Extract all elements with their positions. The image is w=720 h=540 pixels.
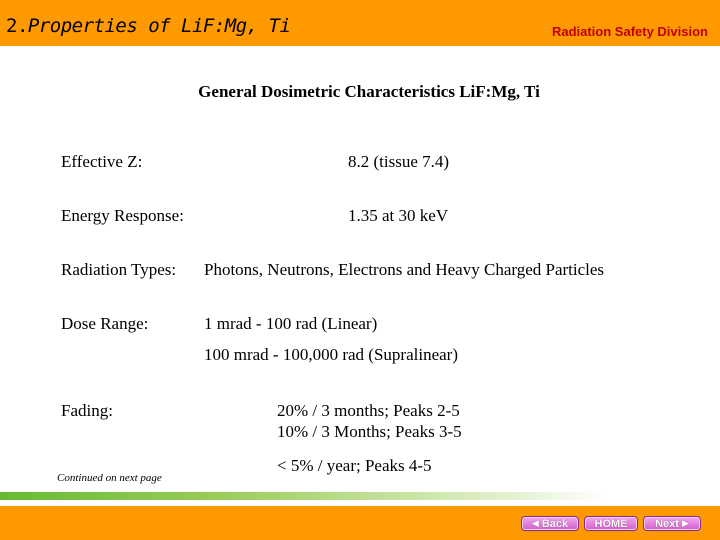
fading-value-peaks-2-5: 20% / 3 months; Peaks 2-5 [277, 401, 460, 420]
energy-response-value: 1.35 at 30 keV [348, 206, 449, 225]
dose-range-value-supralinear: 100 mrad - 100,000 rad (Supralinear) [204, 345, 458, 364]
home-button[interactable] [584, 516, 638, 531]
back-arrow-icon: ◀ [531, 518, 539, 528]
slide-title [6, 15, 290, 37]
energy-response-label: Energy Response: [61, 206, 184, 225]
continued-note: Continued on next page [57, 472, 162, 484]
section-heading: General Dosimetric Characteristics LiF:Mg, Ti [198, 82, 540, 101]
slide-title-text: Properties of LiF:Mg, Ti [27, 15, 291, 37]
fading-value-peaks-4-5: < 5% / year; Peaks 4-5 [277, 456, 432, 475]
dose-range-label: Dose Range: [61, 314, 149, 333]
radiation-types-label: Radiation Types: [61, 260, 177, 279]
next-button[interactable] [643, 516, 701, 531]
decorative-stripe [0, 492, 610, 500]
effective-z-value: 8.2 (tissue 7.4) [348, 152, 450, 171]
dose-range-value-linear: 1 mrad - 100 rad (Linear) [204, 314, 378, 333]
fading-value-peaks-3-5: 10% / 3 Months; Peaks 3-5 [277, 422, 462, 441]
back-button[interactable] [521, 516, 579, 531]
next-button-label: Next [655, 517, 679, 530]
home-button-label: HOME [594, 517, 628, 530]
back-button-label: Back [541, 517, 569, 530]
division-label: Radiation Safety Division [551, 24, 708, 39]
slide-number: 2. [6, 15, 28, 37]
effective-z-label: Effective Z: [61, 152, 143, 171]
next-arrow-icon: ▶ [681, 518, 689, 528]
radiation-types-value: Photons, Neutrons, Electrons and Heavy Charged Particles [204, 260, 605, 279]
fading-label: Fading: [61, 401, 113, 420]
